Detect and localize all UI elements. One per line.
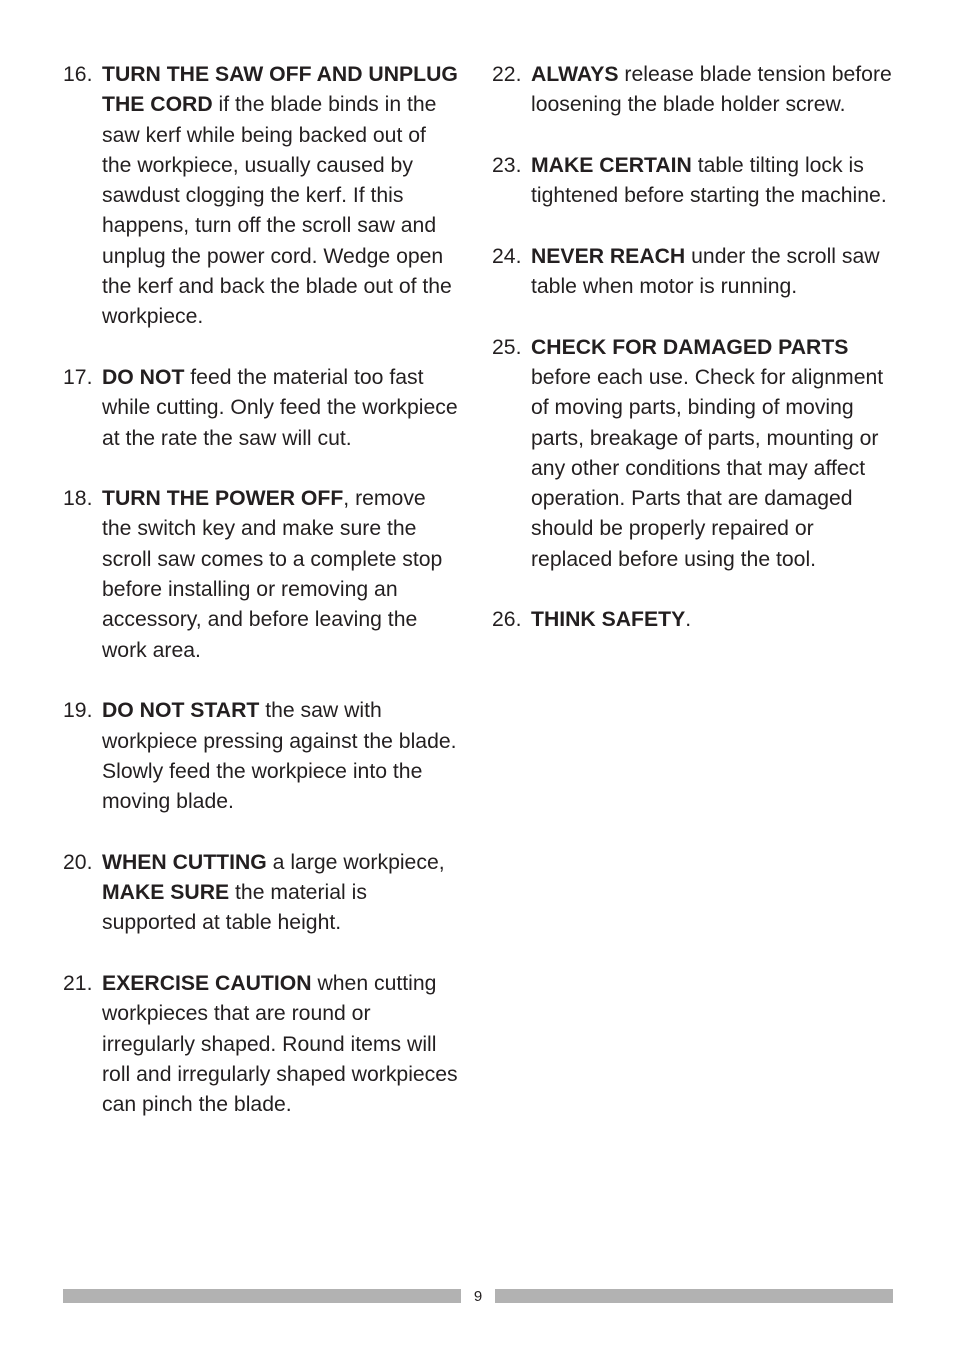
body-text: a large workpiece,	[266, 850, 445, 874]
emphasis-text: DO NOT START	[102, 699, 260, 723]
item-text	[102, 63, 458, 328]
safety-item	[63, 363, 458, 454]
emphasis-text: DO NOT	[102, 365, 185, 389]
footer-bar-right	[495, 1289, 893, 1303]
item-text	[531, 245, 880, 298]
body-text: , remove the switch key and make sure the scroll saw comes to a complete stop before installing or removing an accessory, and before leaving the work area.	[102, 487, 443, 662]
safety-item	[63, 696, 458, 817]
item-number: 25.	[492, 335, 522, 359]
item-text	[102, 366, 458, 450]
emphasis-text: EXERCISE CAUTION	[102, 971, 312, 995]
body-text: release blade tension before loosening the blade holder screw.	[531, 63, 892, 117]
safety-item	[63, 60, 458, 333]
footer-bar-left	[63, 1289, 461, 1303]
item-text	[102, 972, 458, 1116]
item-number: 18.	[63, 487, 93, 511]
body-text: table tilting lock is tightened before starting the machine.	[531, 153, 887, 208]
body-text: under the scroll saw table when motor is running.	[531, 244, 880, 299]
safety-item	[492, 60, 897, 121]
item-text	[531, 63, 892, 116]
item-text	[531, 608, 691, 631]
emphasis-text: MAKE CERTAIN	[531, 153, 692, 177]
safety-item	[492, 242, 897, 303]
body-text: when cutting workpieces that are round or irregularly shaped. Round items will roll and irregularly shaped workpieces can pinch the blade.	[102, 971, 458, 1117]
safety-item	[63, 969, 458, 1120]
emphasis-text: TURN THE POWER OFF	[102, 487, 344, 511]
item-text	[102, 851, 445, 935]
page-number: 9	[473, 1288, 483, 1305]
item-text	[102, 487, 442, 661]
item-text	[102, 699, 457, 813]
item-text	[531, 154, 887, 207]
safety-item	[492, 605, 897, 635]
safety-item	[492, 333, 897, 575]
item-number: 22.	[492, 63, 522, 86]
item-number: 19.	[63, 699, 93, 723]
emphasis-text: TURN THE SAW OFF AND UNPLUG THE CORD	[102, 63, 458, 117]
item-number: 17.	[63, 365, 93, 389]
item-number: 26.	[492, 608, 522, 632]
item-number: 23.	[492, 153, 522, 177]
item-number: 20.	[63, 850, 93, 874]
safety-item	[63, 484, 458, 666]
item-number: 16.	[63, 63, 93, 86]
body-text: the saw with workpiece pressing against the blade. Slowly feed the workpiece into the moving blade.	[102, 699, 457, 814]
safety-item	[63, 848, 458, 939]
emphasis-text: CHECK FOR DAMAGED PARTS	[531, 335, 849, 359]
page-footer	[63, 1289, 893, 1305]
right-column	[492, 60, 897, 666]
emphasis-text: NEVER REACH	[531, 244, 686, 268]
body-text: before each use. Check for alignment of moving parts, binding of moving parts, breakage of parts, mounting or any other conditions that may affect operation. Parts that are damaged should be properly repaired or replaced before using the tool.	[531, 365, 884, 571]
item-number: 21.	[63, 971, 93, 995]
left-column	[63, 60, 458, 1151]
safety-item	[492, 151, 897, 212]
item-number: 24.	[492, 244, 522, 268]
item-text	[531, 336, 883, 571]
body-text: .	[685, 608, 692, 632]
emphasis-text: MAKE SURE	[102, 881, 230, 905]
body-text: if the blade binds in the saw kerf while being backed out of the workpiece, usually caused by sawdust clogging the kerf. If this happens, turn off the scroll saw and unplug the power cord. Wedge open the kerf and back the blade out of the workpiece.	[102, 93, 452, 329]
emphasis-text: THINK SAFETY	[531, 608, 686, 632]
body-text: feed the material too fast while cutting. Only feed the workpiece at the rate the saw will cut.	[102, 365, 458, 450]
body-text: the material is supported at table height.	[102, 881, 367, 935]
emphasis-text: WHEN CUTTING	[102, 850, 267, 874]
emphasis-text: ALWAYS	[531, 63, 619, 86]
